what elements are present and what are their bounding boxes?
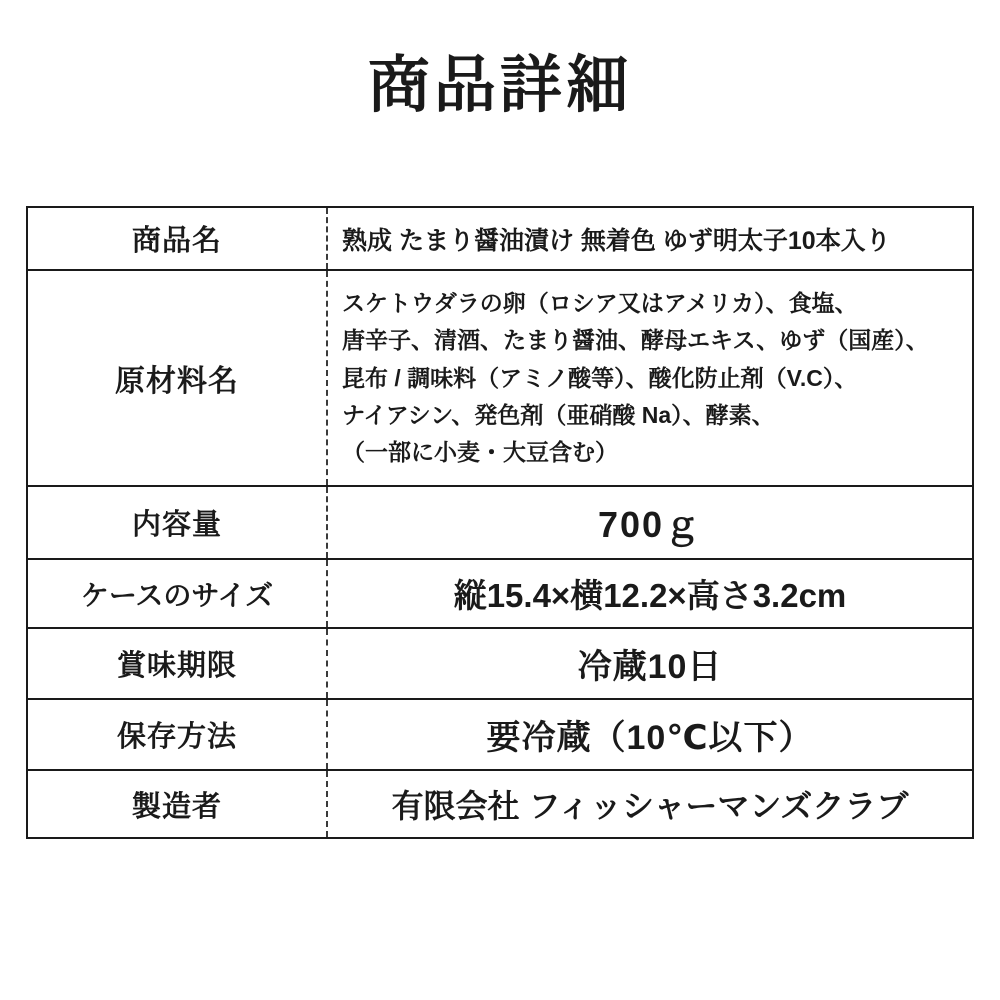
- ingredients-line: 唐辛子、清酒、たまり醤油、酵母エキス、ゆず（国産）、: [342, 327, 929, 354]
- row-label-manufacturer: 製造者: [27, 770, 327, 838]
- table-row: [27, 628, 973, 699]
- row-value-volume: 700ｇ: [327, 486, 973, 559]
- row-label-case-size: ケースのサイズ: [27, 559, 327, 628]
- row-value-manufacturer: 有限会社 フィッシャーマンズクラブ: [327, 770, 973, 838]
- row-label-expiry: 賞味期限: [27, 628, 327, 699]
- product-spec-table: [26, 206, 974, 839]
- row-value-ingredients: [327, 270, 973, 486]
- row-value-case-size: 縦15.4×横12.2×高さ3.2cm: [327, 559, 973, 628]
- row-label-ingredients: 原材料名: [27, 270, 327, 486]
- row-value-product-name: 熟成 たまり醤油漬け 無着色 ゆず明太子10本入り: [327, 207, 973, 270]
- table-row: [27, 486, 973, 559]
- row-value-expiry: 冷蔵10日: [327, 628, 973, 699]
- table-row: [27, 770, 973, 838]
- ingredients-line: スケトウダラの卵（ロシア又はアメリカ）、食塩、: [342, 290, 858, 316]
- row-value-storage: 要冷蔵（10℃以下）: [327, 699, 973, 770]
- ingredients-line: 昆布 / 調味料（アミノ酸等）、酸化防止剤（V.C）、: [342, 364, 858, 391]
- table-row: [27, 699, 973, 770]
- table-row: [27, 559, 973, 628]
- ingredients-line: ナイアシン、発色剤（亜硝酸 Na）、酵素、: [342, 401, 775, 428]
- ingredients-line: （一部に小麦・大豆含む）: [342, 439, 618, 465]
- row-label-volume: 内容量: [27, 486, 327, 559]
- table-row: [27, 270, 973, 486]
- row-label-product-name: 商品名: [27, 207, 327, 270]
- page-title: 商品詳細: [367, 51, 632, 120]
- table-row: [27, 207, 973, 270]
- row-label-storage: 保存方法: [27, 699, 327, 770]
